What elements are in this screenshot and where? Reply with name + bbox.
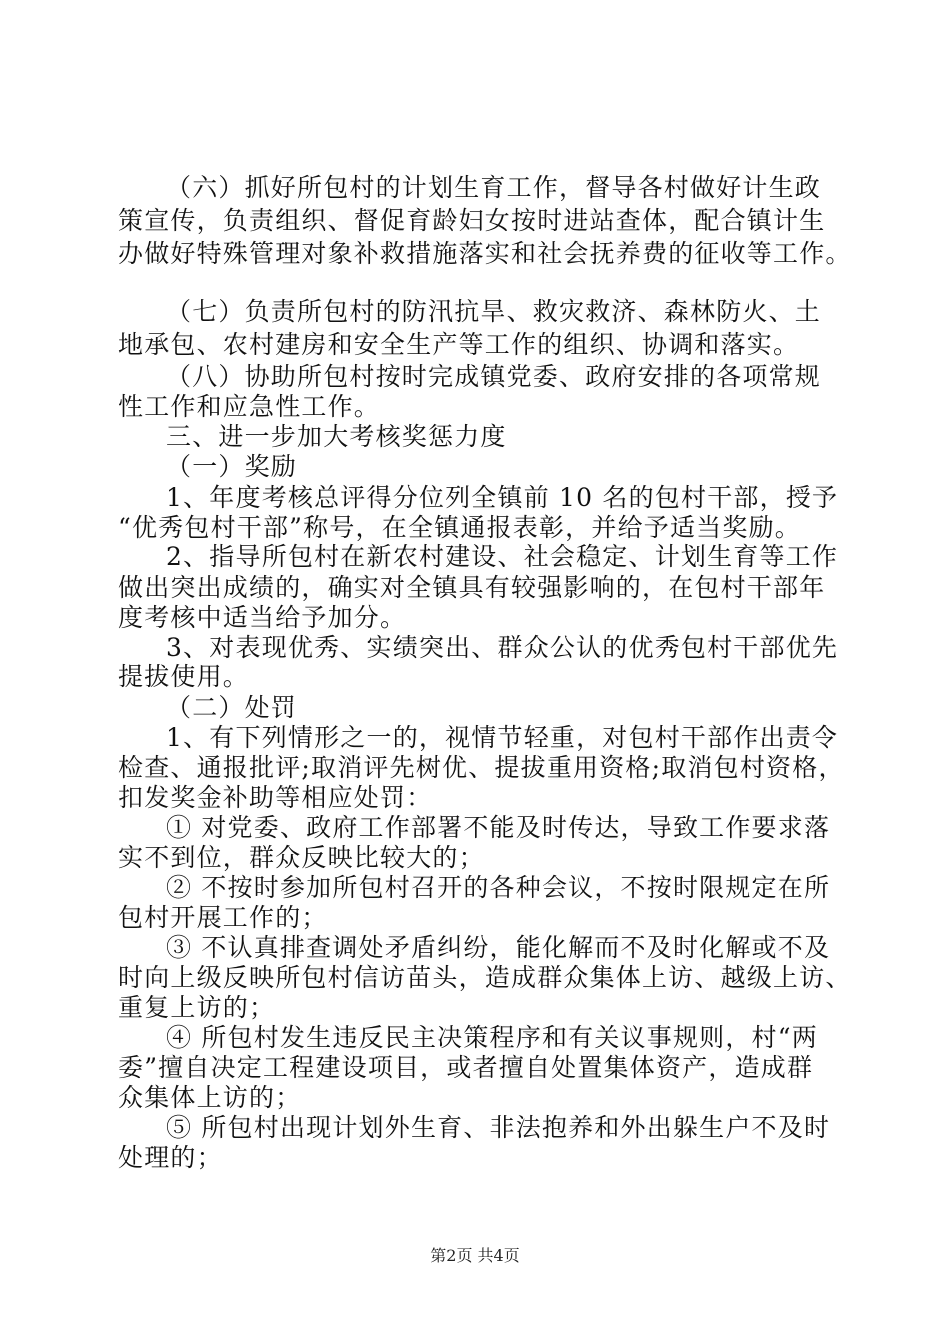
paragraph-line: 做出突出成绩的，确实对全镇具有较强影响的，在包村干部年 [118, 573, 826, 602]
paragraph-line: 提拔使用。 [118, 662, 250, 691]
paragraph-line: 扣发奖金补助等相应处罚： [118, 783, 433, 812]
paragraph-line: 办做好特殊管理对象补救措施落实和社会抚养费的征收等工作。 [118, 239, 852, 268]
paragraph-line: 重复上访的； [118, 993, 276, 1022]
section-heading: 三、进一步加大考核奖惩力度 [166, 422, 507, 451]
paragraph-line: ② 不按时参加所包村召开的各种会议，不按时限规定在所 [166, 873, 831, 902]
paragraph-line: 2、指导所包村在新农村建设、社会稳定、计划生育等工作 [166, 542, 839, 571]
paragraph-line: （八）协助所包村按时完成镇党委、政府安排的各项常规 [166, 362, 822, 391]
paragraph-line: 时向上级反映所包村信访苗头，造成群众集体上访、越级上访、 [118, 963, 852, 992]
paragraph-line: 委”擅自决定工程建设项目，或者擅自处置集体资产，造成群 [118, 1053, 814, 1082]
paragraph-line: 度考核中适当给予加分。 [118, 603, 407, 632]
paragraph-line: 1、有下列情形之一的，视情节轻重，对包村干部作出责令 [166, 723, 839, 752]
paragraph-line: 策宣传，负责组织、督促育龄妇女按时进站查体，配合镇计生 [118, 206, 826, 235]
subsection-heading: （一）奖励 [166, 452, 298, 481]
paragraph-line: 检查、通报批评;取消评先树优、提拔重用资格;取消包村资格， [118, 753, 845, 782]
paragraph-line: 众集体上访的； [118, 1083, 302, 1112]
paragraph-line: 性工作和应急性工作。 [118, 392, 381, 421]
paragraph-line: ⑤ 所包村出现计划外生育、非法抱养和外出躲生户不及时 [166, 1113, 831, 1142]
paragraph-line: （七）负责所包村的防汛抗旱、救灾救济、森林防火、土 [166, 297, 822, 326]
paragraph-line: “优秀包村干部”称号，在全镇通报表彰，并给予适当奖励。 [118, 513, 801, 542]
subsection-heading: （二）处罚 [166, 693, 298, 722]
paragraph-line: ③ 不认真排查调处矛盾纠纷，能化解而不及时化解或不及 [166, 933, 831, 962]
paragraph-line: 地承包、农村建房和安全生产等工作的组织、协调和落实。 [118, 330, 800, 359]
paragraph-line: ④ 所包村发生违反民主决策程序和有关议事规则，村“两 [166, 1023, 818, 1052]
paragraph-line: 1、年度考核总评得分位列全镇前 10 名的包村干部，授予 [166, 483, 839, 512]
paragraph-line: （六）抓好所包村的计划生育工作，督导各村做好计生政 [166, 173, 822, 202]
paragraph-line: 处理的； [118, 1143, 223, 1172]
paragraph-line: 包村开展工作的； [118, 903, 328, 932]
paragraph-line: 3、对表现优秀、实绩突出、群众公认的优秀包村干部优先 [166, 633, 839, 662]
page-footer: 第2页 共4页 [430, 1246, 520, 1265]
paragraph-line: 实不到位，群众反映比较大的； [118, 843, 485, 872]
paragraph-line: ① 对党委、政府工作部署不能及时传达，导致工作要求落 [166, 813, 831, 842]
